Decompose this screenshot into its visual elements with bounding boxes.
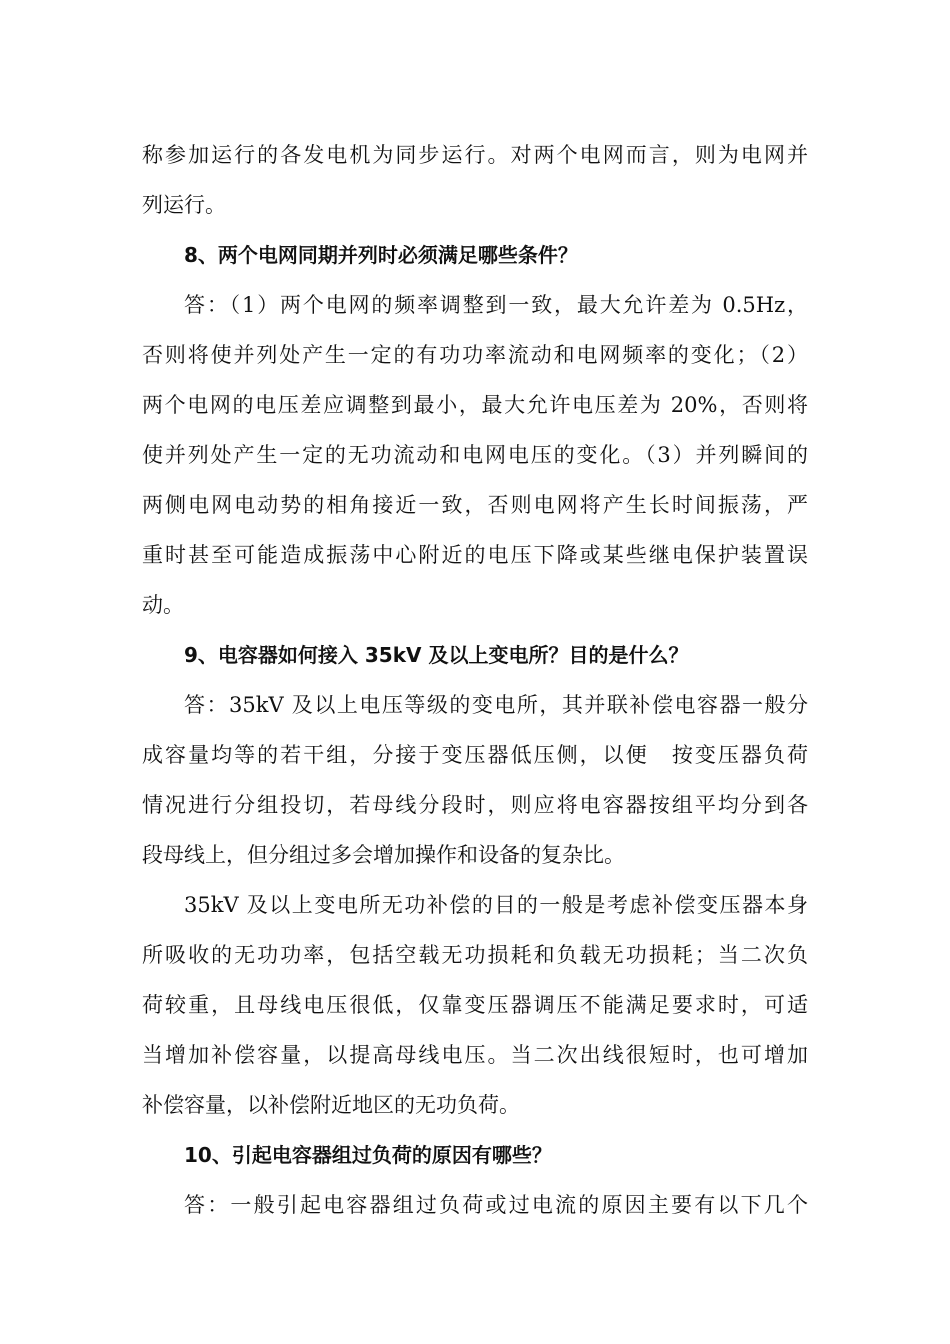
answer-text-line: 成容量均等的若干组，分接于变压器低压侧，以便 按变压器负荷	[142, 743, 808, 767]
answer-text-line: 否则将使并列处产生一定的有功功率流动和电网频率的变化；（2）	[142, 343, 808, 367]
answer-text-line: 两侧电网电动势的相角接近一致，否则电网将产生长时间振荡，严	[142, 493, 808, 517]
answer-text-line: 补偿容量，以补偿附近地区的无功负荷。	[142, 1093, 520, 1117]
answer-text-line: 段母线上，但分组过多会增加操作和设备的复杂比。	[142, 843, 625, 867]
answer-text-line: 情况进行分组投切，若母线分段时，则应将电容器按组平均分到各	[142, 793, 808, 817]
document-body	[142, 130, 808, 1230]
question-heading: 9、电容器如何接入 35kV 及以上变电所？目的是什么？	[184, 643, 689, 667]
answer-text-line: 答：（1）两个电网的频率调整到一致，最大允许差为 0.5Hz，	[184, 293, 808, 317]
answer-text-line: 35kV 及以上变电所无功补偿的目的一般是考虑补偿变压器本身	[184, 893, 808, 917]
answer-text-line: 荷较重，且母线电压很低，仅靠变压器调压不能满足要求时，可适	[142, 993, 808, 1017]
answer-text-line: 重时甚至可能造成振荡中心附近的电压下降或某些继电保护装置误	[142, 543, 808, 567]
answer-text-line: 使并列处产生一定的无功流动和电网电压的变化。（3）并列瞬间的	[142, 443, 808, 467]
body-text-line: 称参加运行的各发电机为同步运行。对两个电网而言，则为电网并	[142, 143, 808, 167]
answer-text-line: 两个电网的电压差应调整到最小，最大允许电压差为 20%，否则将	[142, 393, 808, 417]
question-heading: 8、两个电网同期并列时必须满足哪些条件？	[184, 243, 578, 267]
answer-text-line: 答：35kV 及以上电压等级的变电所，其并联补偿电容器一般分	[184, 693, 808, 717]
answer-text-line: 所吸收的无功功率，包括空载无功损耗和负载无功损耗；当二次负	[142, 943, 808, 967]
answer-text-line: 当增加补偿容量，以提高母线电压。当二次出线很短时，也可增加	[142, 1043, 808, 1067]
answer-text-line: 动。	[142, 593, 184, 617]
body-text-line: 列运行。	[142, 193, 226, 217]
question-heading: 10、引起电容器组过负荷的原因有哪些？	[184, 1143, 552, 1167]
answer-text-line: 答：一般引起电容器组过负荷或过电流的原因主要有以下几个	[184, 1193, 808, 1217]
